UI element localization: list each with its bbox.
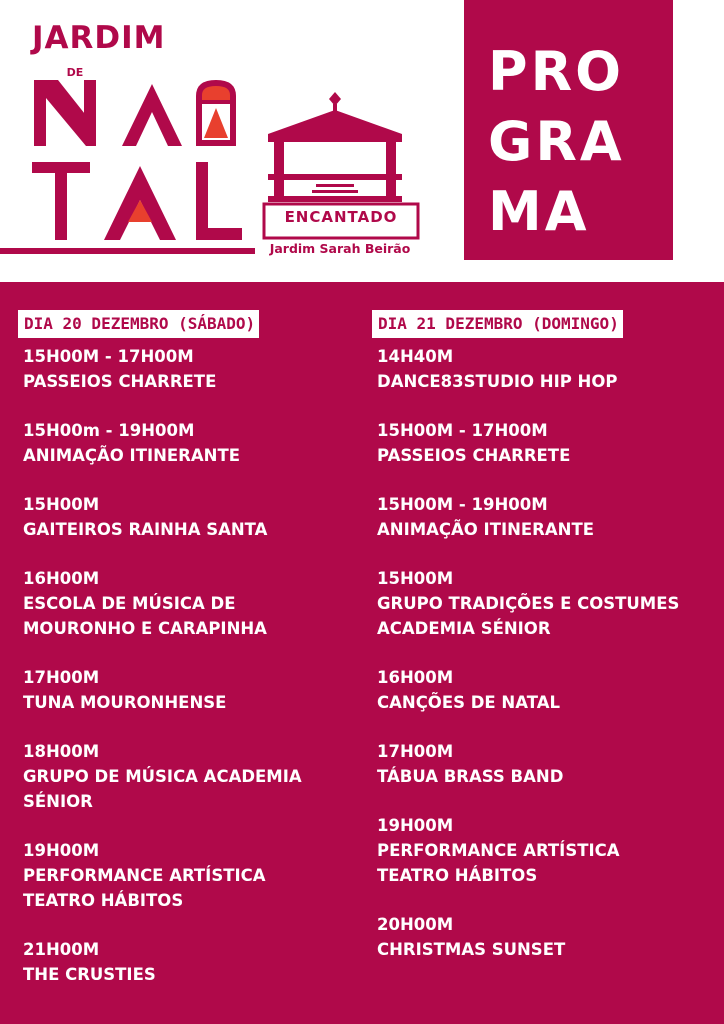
event-name: GRUPO DE MÚSICA ACADEMIA SÉNIOR [23, 767, 302, 811]
event-time: 15H00M - 19H00M [377, 495, 548, 514]
event-item [377, 492, 712, 542]
programa-line-2: GRA [488, 110, 625, 173]
event-list [372, 344, 712, 962]
event-time: 15H00M [23, 495, 100, 514]
event-time: 17H00M [377, 742, 454, 761]
logo-letter-a2-icon [104, 166, 176, 240]
logo-encantado-text: ENCANTADO [284, 208, 398, 226]
event-time: 15H00M - 17H00M [377, 421, 548, 440]
event-name: CHRISTMAS SUNSET [377, 940, 566, 959]
event-item [377, 418, 712, 468]
event-name: PERFORMANCE ARTÍSTICA TEATRO HÁBITOS [23, 866, 266, 910]
day-label: DIA 21 DEZEMBRO (DOMINGO) [372, 310, 623, 338]
event-item [377, 665, 712, 715]
event-item [377, 739, 712, 789]
header [0, 0, 724, 282]
logo-letter-a-icon [122, 84, 182, 146]
event-time: 18H00M [23, 742, 100, 761]
event-name: GRUPO TRADIÇÕES E COSTUMES ACADEMIA SÉNIOR [377, 594, 680, 638]
event-name: TÁBUA BRASS BAND [377, 767, 564, 786]
event-name: DANCE83STUDIO HIP HOP [377, 372, 618, 391]
day-column-saturday [18, 310, 358, 1011]
event-time: 21H00M [23, 940, 100, 959]
logo-letter-n-icon [34, 80, 96, 146]
logo-location-subtitle: Jardim Sarah Beirão [269, 241, 411, 256]
logo-letter-t-icon [32, 162, 90, 240]
event-time: 20H00M [377, 915, 454, 934]
event-name: TUNA MOURONHENSE [23, 693, 227, 712]
logo-jardim-text: JARDIM [32, 20, 166, 56]
event-item [23, 665, 358, 715]
programa-line-3: MA [488, 180, 590, 243]
event-time: 17H00M [23, 668, 100, 687]
event-time: 15H00M [377, 569, 454, 588]
event-time: 16H00M [377, 668, 454, 687]
event-item [377, 813, 712, 888]
event-item [377, 566, 712, 641]
event-item [23, 344, 358, 394]
event-item [23, 739, 358, 814]
event-time: 16H00M [23, 569, 100, 588]
event-time: 14H40M [377, 347, 454, 366]
programa-line-1: PRO [488, 40, 625, 103]
event-item [23, 566, 358, 641]
event-name: PERFORMANCE ARTÍSTICA TEATRO HÁBITOS [377, 841, 620, 885]
event-name: ESCOLA DE MÚSICA DE MOURONHO E CARAPINHA [23, 594, 267, 638]
event-time: 19H00M [23, 841, 100, 860]
event-item [377, 912, 712, 962]
event-name: PASSEIOS CHARRETE [377, 446, 571, 465]
day-column-sunday [372, 310, 712, 986]
event-time: 19H00M [377, 816, 454, 835]
event-time: 15H00M - 17H00M [23, 347, 194, 366]
event-name: CANÇÕES DE NATAL [377, 693, 560, 712]
event-item [23, 937, 358, 987]
event-item [23, 838, 358, 913]
event-name: THE CRUSTIES [23, 965, 156, 984]
event-time: 15H00m - 19H00M [23, 421, 195, 440]
event-name: GAITEIROS RAINHA SANTA [23, 520, 268, 539]
day-label: DIA 20 DEZEMBRO (SÁBADO) [18, 310, 259, 338]
event-name: PASSEIOS CHARRETE [23, 372, 217, 391]
schedule-section [0, 282, 724, 1024]
logo-underline [0, 248, 255, 254]
event-name: ANIMAÇÃO ITINERANTE [23, 446, 240, 465]
event-item [377, 344, 712, 394]
event-list [18, 344, 358, 987]
logo-letter-l-icon [196, 162, 242, 240]
event-item [23, 418, 358, 468]
event-item [23, 492, 358, 542]
event-name: ANIMAÇÃO ITINERANTE [377, 520, 594, 539]
logo-window-icon [196, 80, 236, 146]
logo-de-text: DE [66, 66, 84, 79]
programa-banner [464, 0, 673, 260]
